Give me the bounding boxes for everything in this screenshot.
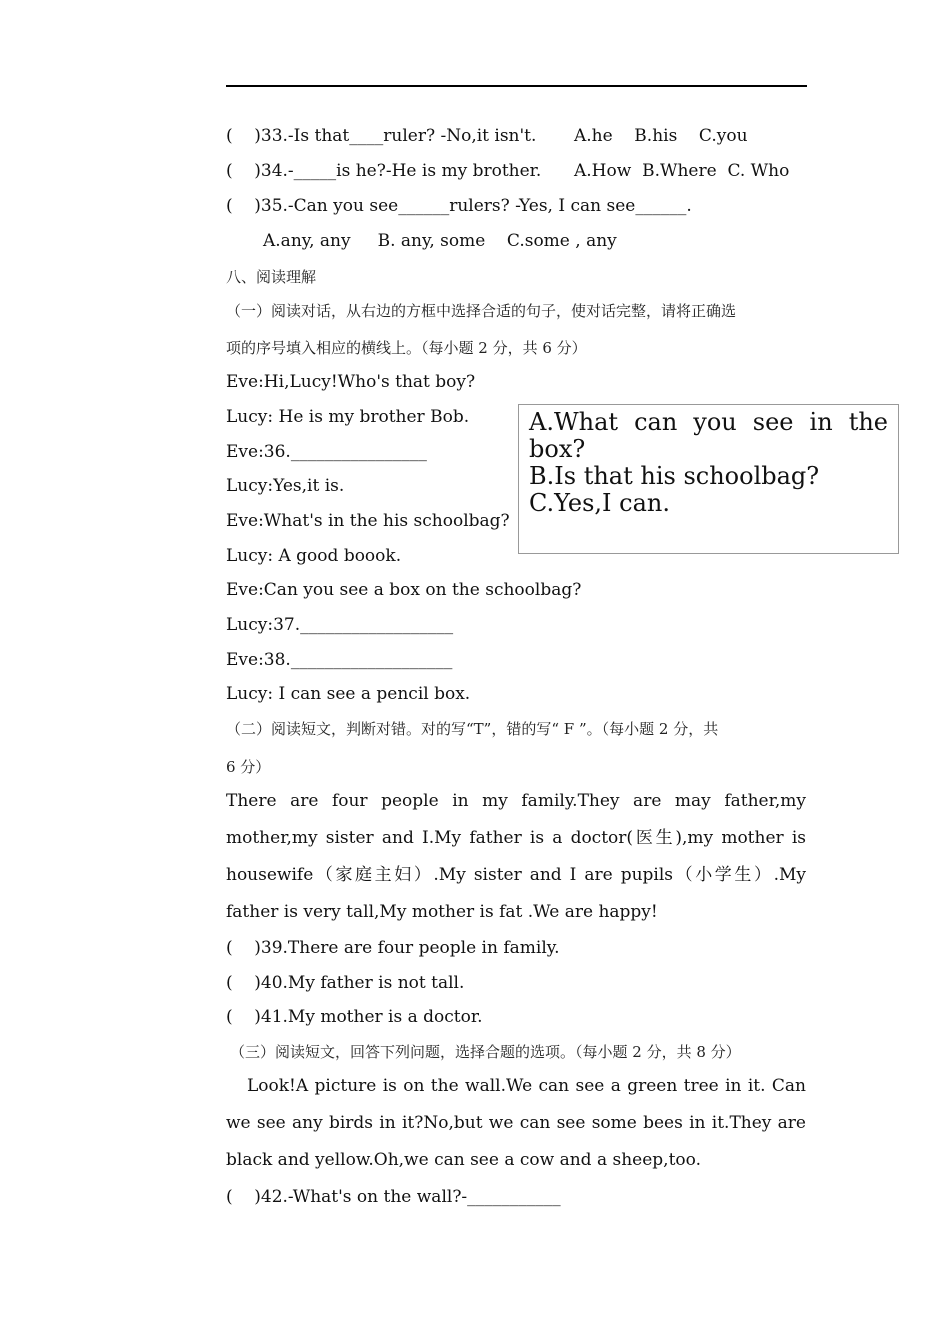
dialogue-line-38: Eve:38.___________________ (226, 650, 453, 670)
dialogue-line: Lucy:Yes,it is. (226, 476, 345, 496)
question-33 (226, 125, 748, 147)
option-a: A.What can you see in the (529, 408, 888, 436)
dialogue-line: Lucy: I can see a pencil box. (226, 684, 471, 704)
part1-instructions-2: 项的序号填入相应的横线上。（每小题 2 分，共 6 分） (226, 339, 587, 357)
dialogue-line: Eve:Can you see a box on the schoolbag? (226, 580, 582, 600)
passage-family: There are four people in my family.They are may father,my mother,my sister and I.My father is a doctor(医生),my mother is housewife（家庭主妇）.My sister and I are pupils（小学生）.My father is very tall,My mother is fat .We are happy! (226, 791, 806, 922)
header-rule (226, 85, 807, 87)
dialogue-line: Lucy: He is my brother Bob. (226, 407, 470, 427)
tf-item-40: ( )40.My father is not tall. (226, 973, 465, 993)
option-a-continued: box? (529, 435, 586, 463)
passage-picture: Look!A picture is on the wall.We can see a green tree in it. Can we see any birds in it?No,but we can see some bees in it.They are black and yellow.Oh,we can see a cow and a sheep,too. (226, 1076, 806, 1170)
q34-stem: ( )34.-_____is he?-He is my brother. (226, 161, 542, 181)
q33-stem: ( )33.-Is that____ruler? -No,it isn't. (226, 126, 537, 146)
question-34 (226, 160, 790, 182)
part2-instructions-2: 6 分） (226, 758, 271, 776)
dialogue-line-36: Eve:36.________________ (226, 442, 427, 462)
question-35: ( )35.-Can you see______rulers? -Yes, I can see______. (226, 196, 692, 216)
q33-options: A.he B.his C.you (574, 126, 748, 146)
q34-options: A.How B.Where C. Who (574, 161, 790, 181)
tf-item-41: ( )41.My mother is a doctor. (226, 1007, 483, 1027)
dialogue-line: Eve:What's in the his schoolbag? (226, 511, 510, 531)
part3-instructions: （三）阅读短文，回答下列问题，选择合题的选项。（每小题 2 分，共 8 分） (230, 1043, 741, 1061)
dialogue-line: Lucy: A good boook. (226, 546, 402, 566)
dialogue-line-37: Lucy:37.__________________ (226, 615, 454, 635)
option-c: C.Yes,I can. (529, 489, 670, 517)
options-box (518, 404, 899, 554)
section-title: 八、阅读理解 (226, 268, 317, 286)
part2-instructions-1: （二）阅读短文，判断对错。对的写“T”，错的写“ F ”。（每小题 2 分，共 (226, 720, 719, 738)
tf-item-39: ( )39.There are four people in family. (226, 938, 560, 958)
part1-instructions-1: （一）阅读对话，从右边的方框中选择合适的句子，使对话完整，请将正确选 (226, 302, 737, 320)
option-b: B.Is that his schoolbag? (529, 462, 820, 490)
question-42: ( )42.-What's on the wall?-___________ (226, 1187, 561, 1207)
dialogue-line: Eve:Hi,Lucy!Who's that boy? (226, 372, 476, 392)
q35-options: A.any, any B. any, some C.some , any (263, 231, 617, 251)
